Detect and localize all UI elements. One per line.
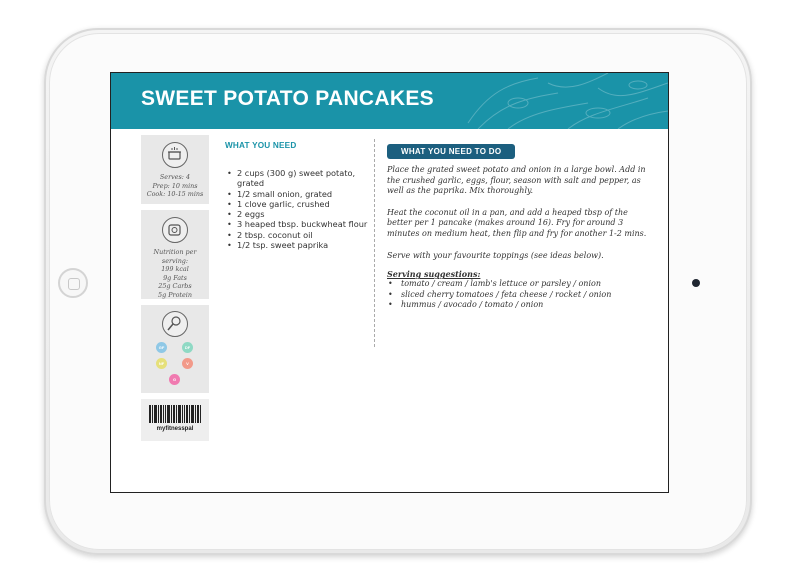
camera-icon [692,279,700,287]
nutrition-protein: 5g Protein [158,290,192,299]
method-section [387,139,649,310]
ingredients-list [225,168,375,250]
title-banner [111,73,668,129]
myfitnesspal-label: myfitnesspal [156,426,194,432]
method-step-3: Serve with your favourite toppings (see ideas below). [387,250,604,260]
method-step-2: Heat the coconut oil in a pan, and add a heaped tbsp of the better per 1 pancake (makes around 16). Fry for around 3 minutes on medium heat, then flip and fry for another 1-2 mins. [387,207,647,238]
vegetarian-badge-label: V [186,361,189,366]
serves-card [141,135,209,204]
info-sidebar [141,135,209,447]
dairy-free-badge-label: DF [184,345,191,350]
home-button-icon[interactable] [58,268,88,298]
barcode-card[interactable] [141,399,209,441]
suggestion-item: • sliced cherry tomatoes / feta cheese / rocket / onion [387,290,649,300]
ingredients-section [225,141,375,250]
nutrition-fats: 9g Fats [163,273,187,282]
method-step-1: Place the grated sweet potato and onion in a large bowl. Add in the crushed garlic, eggs, flour, season with salt and pepper, as well as the paprika. Mix thoroughly. [387,165,646,196]
tablet-screen [110,72,669,493]
serves-text: Serves: 4 [159,173,191,181]
ingredient-item: • 1 clove garlic, crushed [225,199,375,209]
column-divider [374,139,375,347]
nutrition-heading: Nutrition per serving: [153,248,197,265]
gluten-free-badge-label: GF [158,345,165,350]
recipe-title: SWEET POTATO PANCAKES [141,87,434,110]
ingredient-item: • 2 cups (300 g) sweet potato, grated [225,168,375,189]
whisk-icon [162,311,188,337]
nutrition-carbs: 25g Carbs [158,282,192,291]
cook-text: Cook: 10-15 mins [146,190,204,199]
suggestion-item: • hummus / avocado / tomato / onion [387,300,649,310]
g-badge [169,374,180,385]
dairy-free-badge [182,342,193,353]
ingredients-heading: WHAT YOU NEED [225,141,297,150]
ingredient-item: • 3 heaped tbsp. buckwheat flour [225,219,375,229]
prep-text: Prep: 10 mins [152,181,198,190]
method-heading: WHAT YOU NEED TO DO [387,144,515,159]
diet-card [141,305,209,393]
nut-free-badge [156,358,167,369]
nut-free-badge-label: NF [158,361,165,366]
cooking-pot-icon [162,142,188,168]
barcode-icon [149,405,201,423]
serving-suggestions-heading: Serving suggestions: [387,269,481,280]
suggestion-item: • tomato / cream / lamb's lettuce or parsley / onion [387,279,649,289]
nutrition-card [141,210,209,299]
leaf-pattern-icon [448,73,668,129]
vegetarian-badge [182,358,193,369]
gluten-free-badge [156,342,167,353]
ingredient-item: • 1/2 small onion, grated [225,189,375,199]
ingredient-item: • 2 tbsp. coconut oil [225,230,375,240]
scale-icon [162,217,188,243]
serving-suggestions-list [387,279,649,310]
nutrition-kcal: 199 kcal [161,265,189,274]
ingredient-item: • 2 eggs [225,209,375,219]
g-badge-label: G [172,377,177,382]
ingredient-item: • 1/2 tsp. sweet paprika [225,240,375,250]
